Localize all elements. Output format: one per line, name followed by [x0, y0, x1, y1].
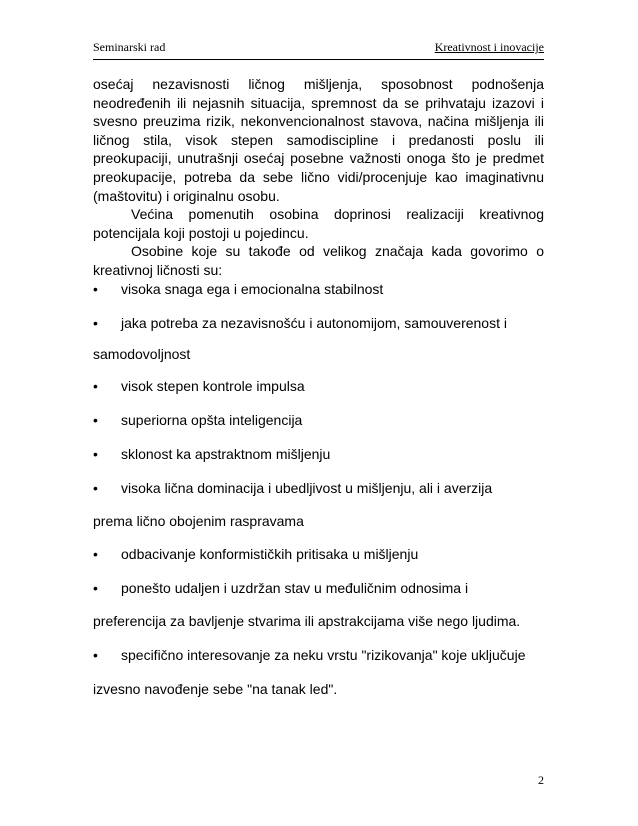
list-item: • ponešto udaljen i uzdržan stav u međuličnim odnosima i — [93, 580, 469, 596]
intro-text-block — [93, 75, 544, 280]
bullet-icon: • — [93, 647, 98, 663]
bullet-icon: • — [93, 412, 98, 428]
list-item: • visok stepen kontrole impulsa — [93, 378, 305, 394]
paragraph-3: Osobine koje su takođe od velikog značaja kada govorimo o kreativnoj ličnosti su: — [93, 243, 544, 278]
bullet-icon: • — [93, 315, 98, 331]
list-item: • visoka lična dominacija i ubedljivost u mišljenju, ali i averzija — [93, 480, 493, 496]
list-item-continuation: preferencija za bavljenje stvarima ili apstrakcijama više nego ljudima. — [93, 613, 521, 629]
list-item: • jaka potreba za nezavisnošću i autonomijom, samouverenost i — [93, 315, 507, 331]
paragraph-2: Većina pomenutih osobina doprinosi realizaciji kreativnog potencijala koji postoji u pojedincu. — [93, 206, 544, 241]
list-item: • superiorna opšta inteligencija — [93, 412, 303, 428]
list-item: • specifično interesovanje za neku vrstu "rizikovanja" koje uključuje — [93, 647, 526, 663]
bullet-icon: • — [93, 378, 98, 394]
list-item: • visoka snaga ega i emocionalna stabilnost — [93, 281, 384, 297]
bullet-icon: • — [93, 546, 98, 562]
list-item: • sklonost ka apstraktnom mišljenju — [93, 446, 331, 462]
list-item-continuation: samodovoljnost — [93, 346, 191, 362]
page-number: 2 — [538, 773, 544, 787]
bullet-icon: • — [93, 480, 98, 496]
bullet-icon: • — [93, 281, 98, 297]
list-item-continuation: prema lično obojenim raspravama — [93, 513, 304, 529]
list-item-continuation: izvesno navođenje sebe "na tanak led". — [93, 681, 338, 697]
bullet-icon: • — [93, 580, 98, 596]
list-item: • odbacivanje konformističkih pritisaka u mišljenju — [93, 546, 419, 562]
header-divider — [93, 59, 544, 60]
paragraph-1: osećaj nezavisnosti ličnog mišljenja, sposobnost podnošenja neodređenih ili nejasnih situacija, spremnost da se prihvataju izazovi i svesno preuzima rizik, nekonvencionalnost stavova, načina mišljenja ili ličnog stila, visok stepen samodiscipline i predanosti poslu ili preokupaciji, unutrašnji osećaj posebne važnosti onoga što je predmet preokupacije, potreba da sebe lično vidi/procenjuje kao imaginativnu (maštovitu) i originalnu osobu. — [93, 76, 544, 204]
bullet-icon: • — [93, 446, 98, 462]
header-left-title: Seminarski rad — [93, 40, 166, 54]
header-right-title: Kreativnost i inovacije — [434, 40, 544, 54]
